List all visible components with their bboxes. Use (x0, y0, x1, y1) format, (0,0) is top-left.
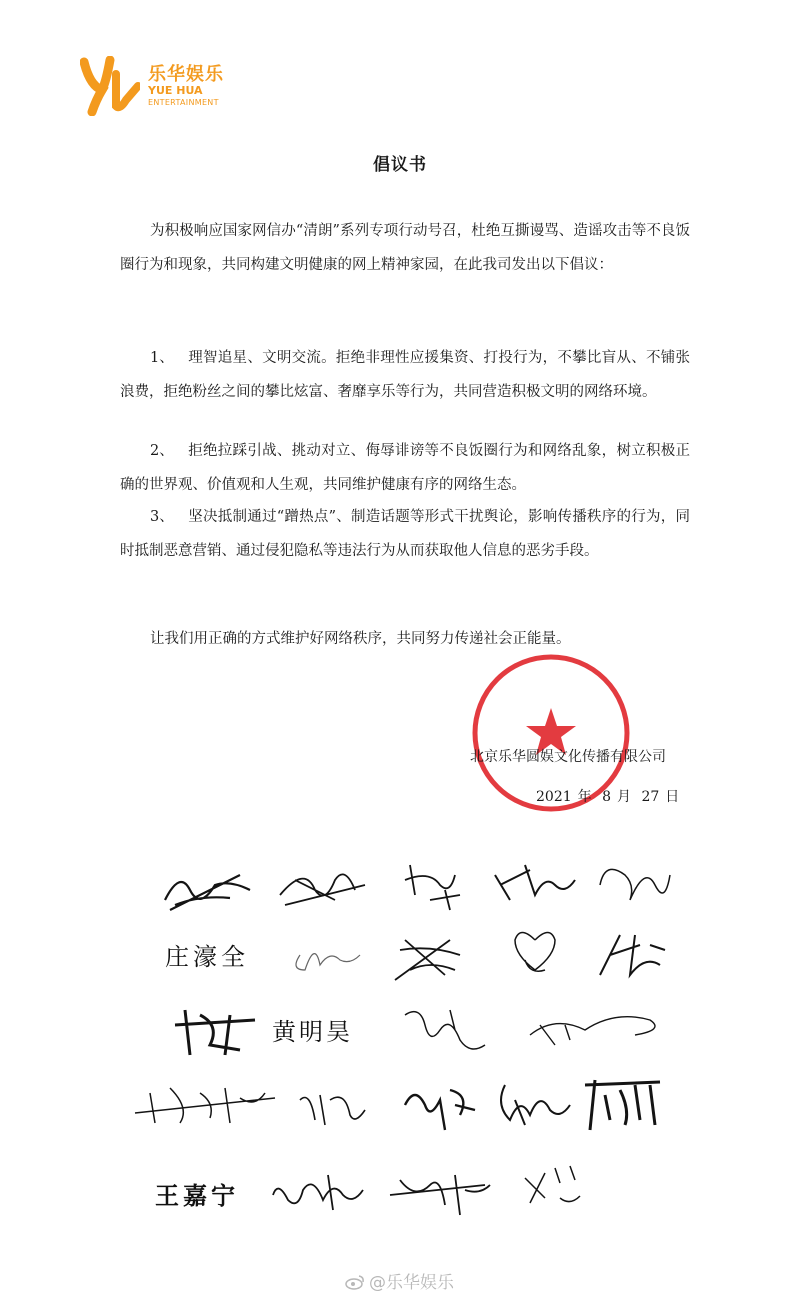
printed-signature-3: 王嘉宁 (155, 1182, 239, 1210)
signature-9 (590, 925, 670, 985)
signature-13 (130, 1078, 280, 1133)
logo-name-en-2: ENTERTAINMENT (148, 98, 219, 107)
signature-8 (505, 920, 565, 980)
date-day-unit: 日 (665, 789, 680, 805)
item-text: 坚决抵制通过“蹭热点”、制造话题等形式干扰舆论，影响传播秩序的行为，同时抵制恶意营销、通过侵犯隐私等违法行为从而获取他人信息的恶劣手段。 (120, 509, 690, 559)
signature-2 (275, 860, 375, 915)
signature-17 (580, 1070, 670, 1135)
signature-11 (400, 1000, 490, 1060)
signature-20 (520, 1158, 590, 1208)
signature-4 (490, 855, 580, 910)
date-month-unit: 月 (617, 789, 632, 805)
watermark-text: @乐华娱乐 (369, 1273, 454, 1293)
date-year-unit: 年 (577, 789, 592, 805)
signature-15 (400, 1075, 480, 1135)
item-text: 拒绝拉踩引战、挑动对立、侮辱诽谤等不良饭圈行为和网络乱象，树立积极正确的世界观、价值观和人生观，共同维护健康有序的网络生态。 (120, 443, 690, 493)
signature-14 (290, 1080, 370, 1135)
signature-18 (268, 1165, 368, 1220)
item-number: 1、 (150, 350, 174, 366)
weibo-icon (345, 1274, 365, 1290)
signature-12 (525, 1005, 665, 1055)
date-year: 2021 (536, 789, 572, 805)
signature-3 (400, 855, 480, 915)
date-day: 27 (641, 789, 660, 805)
signature-10 (170, 1005, 260, 1060)
signature-6 (285, 930, 365, 980)
document-title: 倡议书 (373, 155, 427, 175)
company-name: 北京乐华圆娱文化传播有限公司 (470, 749, 666, 765)
signature-16 (495, 1075, 575, 1130)
signature-7 (390, 930, 470, 985)
weibo-watermark (345, 1268, 454, 1293)
item-text: 理智追星、文明交流。拒绝非理性应援集资、打投行为，不攀比盲从、不铺张浪费，拒绝粉丝之间的攀比炫富、奢靡享乐等行为，共同营造积极文明的网络环境。 (120, 350, 690, 400)
printed-signature-1: 庄濠全 (165, 943, 249, 971)
intro-paragraph: 为积极响应国家网信办“清朗”系列专项行动号召，杜绝互撕谩骂、造谣攻击等不良饭圈行为和现象，共同构建文明健康的网上精神家园，在此我司发出以下倡议： (120, 223, 690, 273)
date-month: 8 (602, 789, 612, 805)
signature-19 (385, 1165, 495, 1220)
closing-paragraph: 让我们用正确的方式维护好网络秩序，共同努力传递社会正能量。 (150, 631, 571, 647)
printed-signature-2: 黄明昊 (272, 1018, 353, 1046)
signature-5 (595, 855, 675, 915)
item-number: 3、 (150, 509, 174, 525)
logo-name-cn: 乐华娱乐 (148, 64, 224, 85)
logo-name-en-1: YUE HUA (148, 84, 203, 97)
item-number: 2、 (150, 443, 174, 459)
signature-1 (160, 860, 260, 920)
